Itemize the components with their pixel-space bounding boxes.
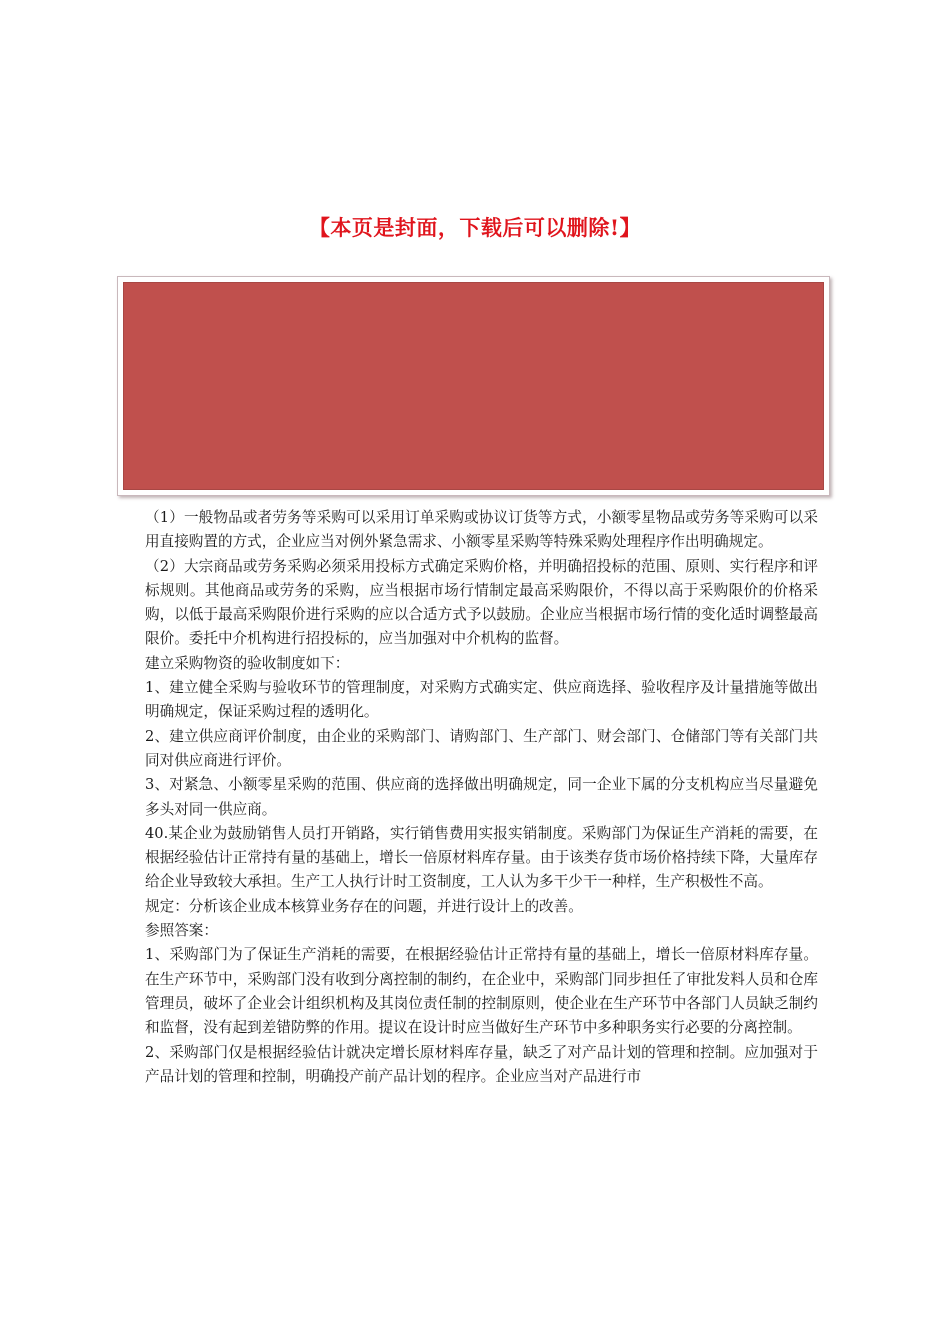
paragraph-question-40: 40.某企业为鼓励销售人员打开销路，实行销售费用实报实销制度。采购部门为保证生产消耗的需要，在根据经验估计正常持有量的基础上，增长一倍原材料库存量。由于该类存货市场价格持续下降，大量库存给企业导致较大承担。生产工人执行计时工资制度，工人认为多干少干一种样，生产积极性不高。: [145, 824, 818, 891]
paragraph-requirement: 规定：分析该企业成本核算业务存在的问题，并进行设计上的改善。: [145, 897, 583, 915]
paragraph-answer-heading: 参照答案：: [145, 922, 218, 940]
paragraph-answer-1: 1、采购部门为了保证生产消耗的需要，在根据经验估计正常持有量的基础上，增长一倍原材料库存量。在生产环节中，采购部门没有收到分离控制的制约，在企业中，采购部门同步担任了审批发料人员和仓库管理员，破坏了企业会计组织机构及其岗位责任制的控制原则，使企业在生产环节中各部门人员缺乏制约和监督，没有起到差错防弊的作用。提议在设计时应当做好生产环节中多种职务实行必要的分离控制。: [145, 946, 818, 1037]
paragraph-procurement-method-1: （1）一般物品或者劳务等采购可以采用订单采购或协议订货等方式，小额零星物品或劳务等采购可以采用直接购置的方式，企业应当对例外紧急需求、小额零星采购等特殊采购处理程序作出明确规定。: [145, 509, 818, 551]
paragraph-acceptance-heading: 建立采购物资的验收制度如下：: [145, 654, 350, 672]
cover-notice: 【本页是封面，下载后可以删除!】: [308, 215, 642, 240]
cover-banner: [117, 276, 830, 496]
paragraph-acceptance-1: 1、建立健全采购与验收环节的管理制度，对采购方式确实定、供应商选择、验收程序及计量措施等做出明确规定，保证采购过程的透明化。: [145, 679, 818, 721]
paragraph-acceptance-3: 3、对紧急、小额零星采购的范围、供应商的选择做出明确规定，同一企业下属的分支机构应当尽量避免多头对同一供应商。: [145, 776, 818, 818]
paragraph-procurement-method-2: （2）大宗商品或劳务采购必须采用投标方式确定采购价格，并明确招投标的范围、原则、实行程序和评标规则。其他商品或劳务的采购，应当根据市场行情制定最高采购限价，不得以高于采购限价的价格采购，以低于最高采购限价进行采购的应以合适方式予以鼓励。企业应当根据市场行情的变化适时调整最高限价。委托中介机构进行招投标的，应当加强对中介机构的监督。: [145, 557, 818, 648]
document-body: [145, 506, 818, 1089]
cover-banner-fill: [123, 282, 824, 490]
paragraph-answer-2: 2、采购部门仅是根据经验估计就决定增长原材料库存量，缺乏了对产品计划的管理和控制。应加强对于产品计划的管理和控制，明确投产前产品计划的程序。企业应当对产品进行市: [145, 1043, 818, 1085]
paragraph-acceptance-2: 2、建立供应商评价制度，由企业的采购部门、请购部门、生产部门、财会部门、仓储部门等有关部门共同对供应商进行评价。: [145, 727, 818, 769]
